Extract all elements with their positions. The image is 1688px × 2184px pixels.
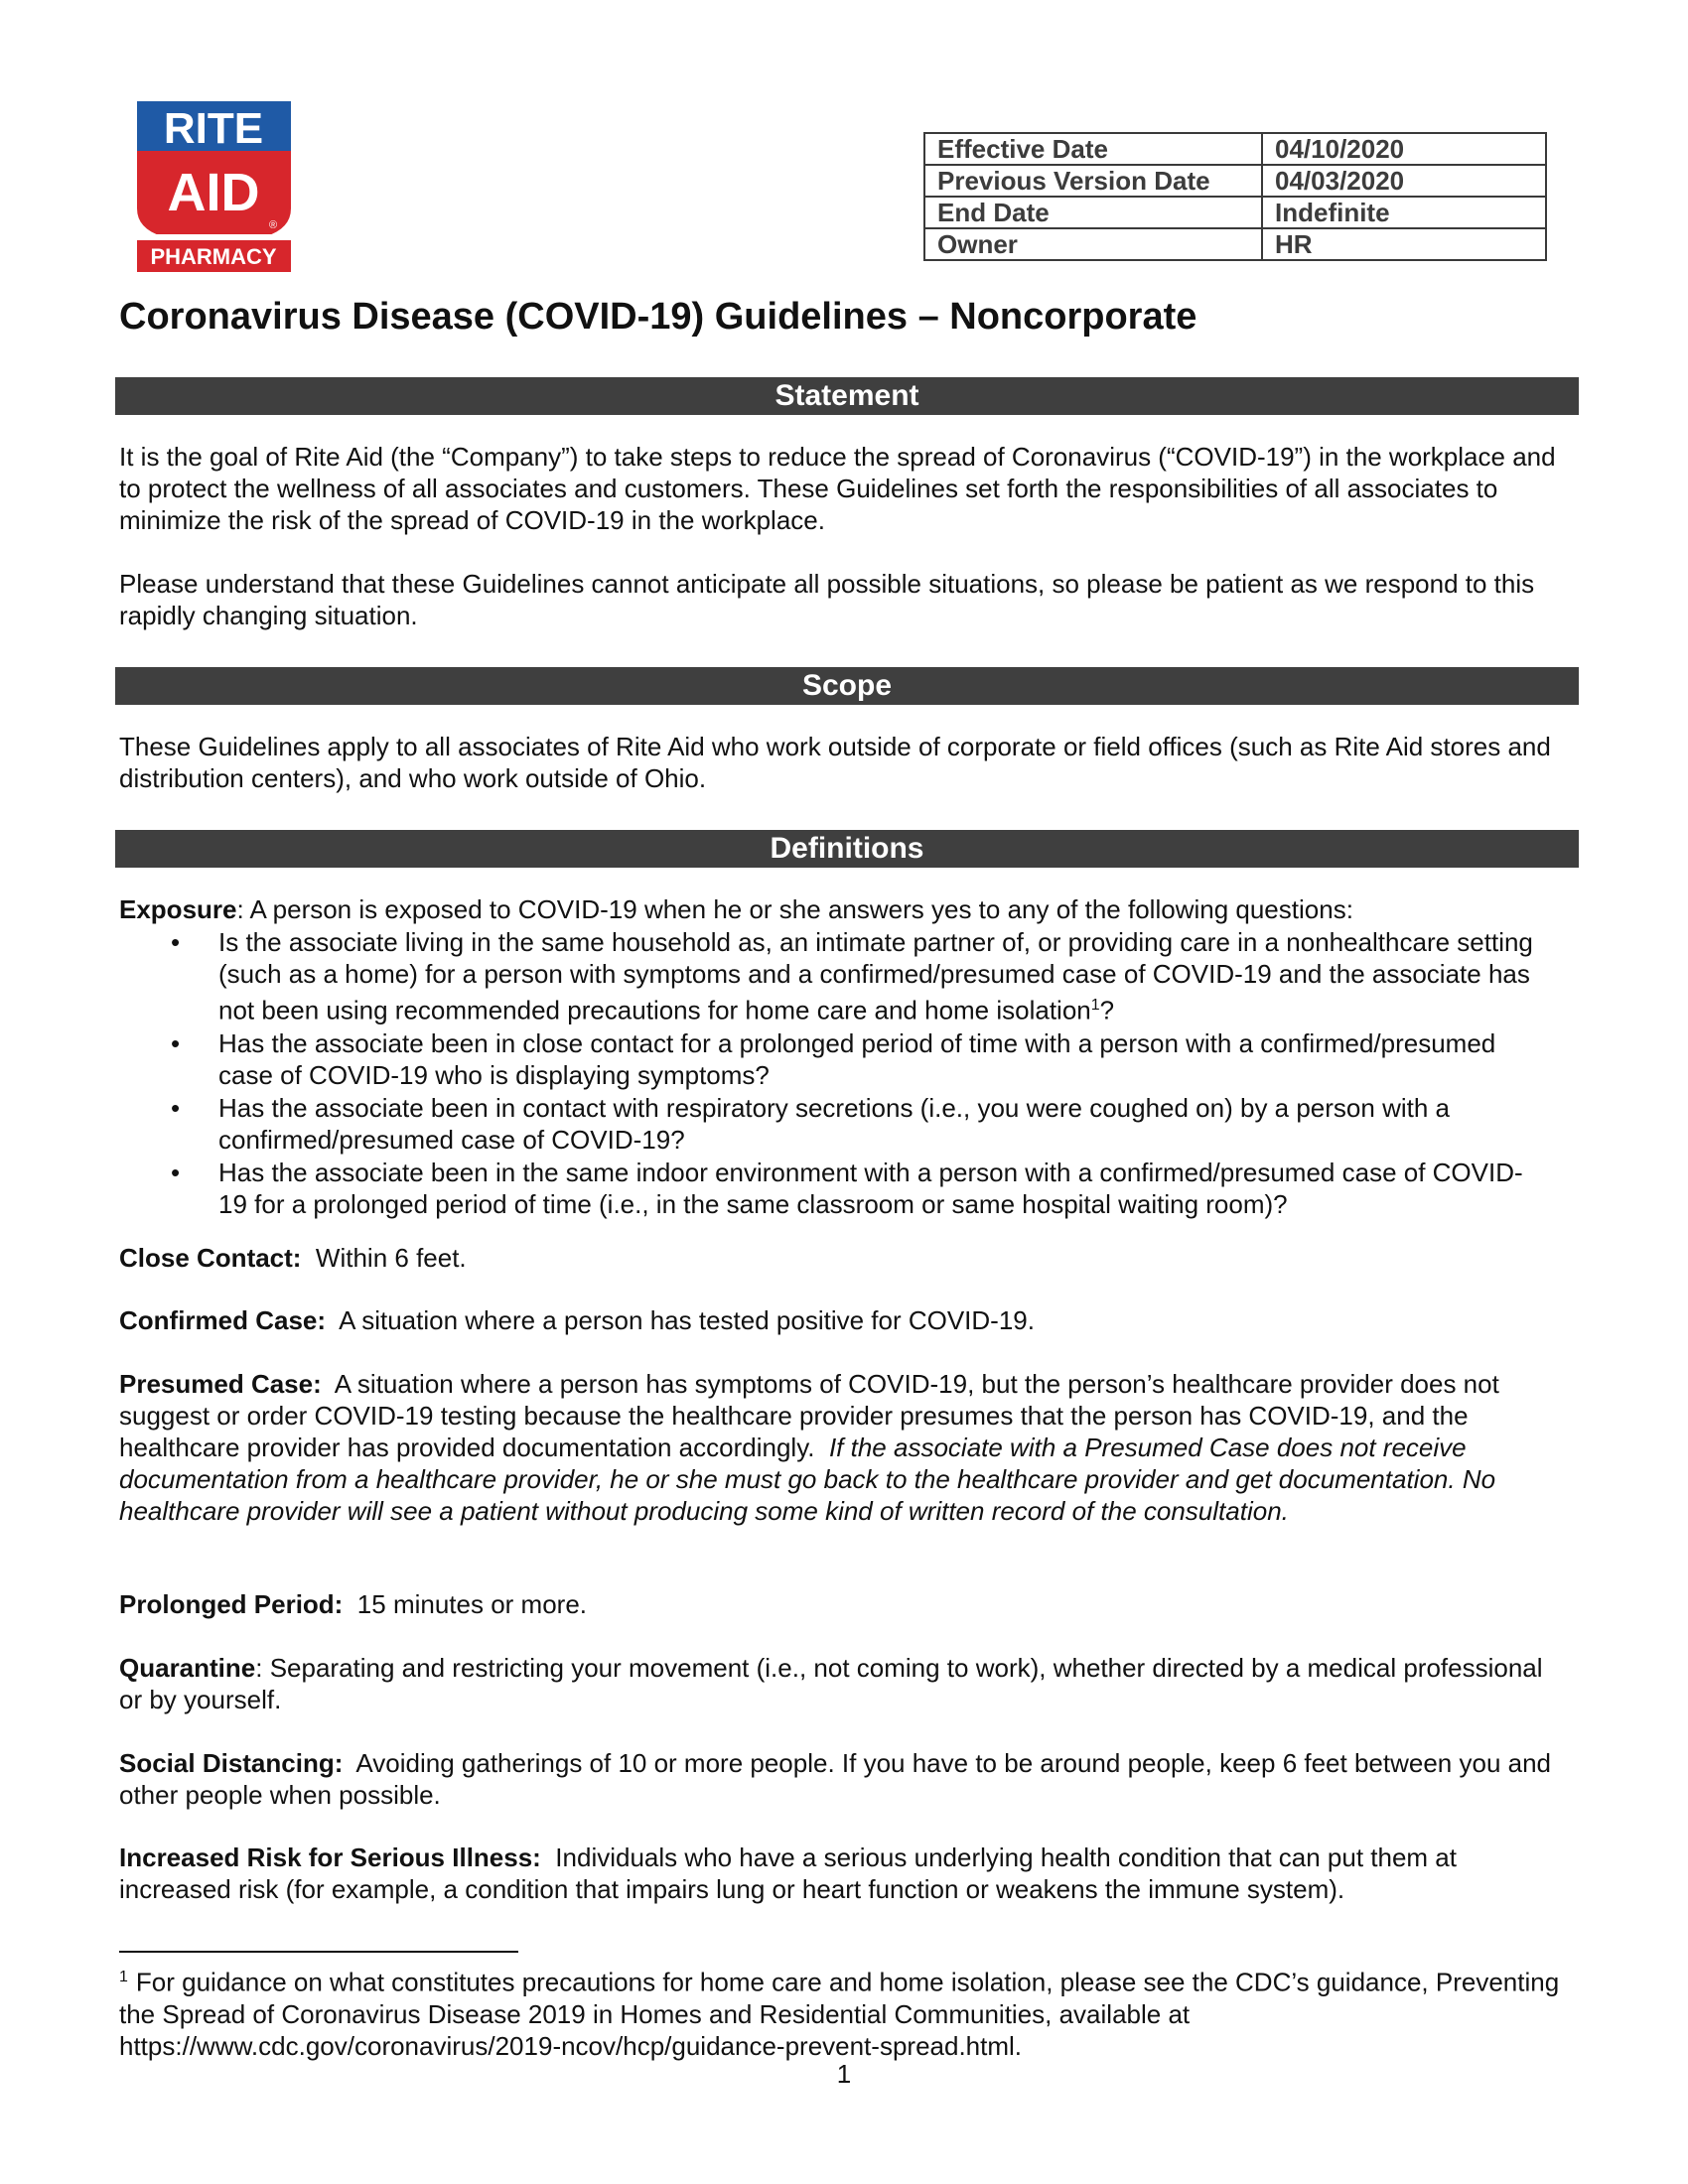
definition-italic-note: If the associate with a Presumed Case does not receive documentation from a healthcare provider, he or she must go back to the healthcare provider and get documentation. No healthcare provider will see a patient without producing some kind of written record of the consultation. <box>119 1433 1496 1526</box>
footnote-text: For guidance on what constitutes precautions for home care and home isolation, please see the CDC’s guidance, Preventing the Spread of Coronavirus Disease 2019 in Homes and Residential Communities, available at https://www.cdc.gov/coronavirus/2019-ncov/hcp/guidance-prevent-spread.html. <box>119 1967 1560 2061</box>
bullet-icon: • <box>171 927 181 957</box>
definition-text: A situation where a person has tested positive for COVID-19. <box>339 1305 1035 1335</box>
definition-text: A situation where a person has symptoms of COVID-19, but the person’s healthcare provider does not suggest or order COVID-19 testing because the healthcare provider presumes that the person has COVID-19, and the healthcare provider has provided documentation accordingly. <box>119 1369 1499 1462</box>
footnote-number: 1 <box>119 1969 128 1985</box>
definition-close-contact <box>119 1242 1569 1274</box>
table-row <box>924 228 1546 260</box>
definition-prolonged-period <box>119 1588 1569 1620</box>
page-number: 1 <box>836 2059 852 2089</box>
document-info-table <box>923 132 1547 261</box>
footnote-reference: 1 <box>1090 997 1100 1014</box>
list-item-text: Has the associate been in close contact for a prolonged period of time with a person with a confirmed/presumed case of COVID-19 who is displaying symptoms? <box>218 1027 1496 1090</box>
definition-presumed-case <box>119 1368 1569 1527</box>
definition-text: : A person is exposed to COVID-19 when he or she answers yes to any of the following questions: <box>236 894 1353 924</box>
scope-paragraph: These Guidelines apply to all associates of Rite Aid who work outside of corporate or field offices (such as Rite Aid stores and distribution centers), and who work outside of Ohio. <box>119 732 1551 793</box>
list-item <box>119 1157 1549 1220</box>
previous-version-date-value: 04/03/2020 <box>1262 165 1546 197</box>
effective-date-value: 04/10/2020 <box>1262 133 1546 165</box>
scope-section-header: Scope <box>115 667 1579 705</box>
effective-date-label: Effective Date <box>924 133 1262 165</box>
definition-term: Close Contact: <box>119 1243 302 1273</box>
owner-value: HR <box>1262 228 1546 260</box>
definition-text: Within 6 feet. <box>315 1243 467 1273</box>
list-item-text: Has the associate been in contact with respiratory secretions (i.e., you were coughed on) by a person with a confirmed/presumed case of COVID-19? <box>218 1092 1450 1155</box>
definition-social-distancing <box>119 1747 1569 1811</box>
list-item-text: Has the associate been in the same indoor environment with a person with a confirmed/presumed case of COVID-19 for a prolonged period of time (i.e., in the same classroom or same hospital waiting room)? <box>218 1157 1523 1219</box>
definition-term: Social Distancing: <box>119 1748 344 1778</box>
bullet-icon: • <box>171 1157 181 1187</box>
definition-term: Presumed Case: <box>119 1369 322 1399</box>
statement-section-header: Statement <box>115 377 1579 415</box>
list-item-text: Is the associate living in the same household as, an intimate partner of, or providing care in a nonhealthcare setting (such as a home) for a person with symptoms and a confirmed/presumed case of COVID-19 and the associate has not been using recommended precautions for home care and home isolation <box>218 927 1533 1025</box>
table-row <box>924 197 1546 228</box>
definition-term: Prolonged Period: <box>119 1589 344 1619</box>
definition-quarantine <box>119 1652 1569 1715</box>
owner-label: Owner <box>924 228 1262 260</box>
footnote-divider <box>119 1951 518 1953</box>
list-item <box>119 1027 1549 1091</box>
definition-text: : Separating and restricting your movement (i.e., not coming to work), whether directed by a medical professional or by yourself. <box>119 1653 1543 1714</box>
logo-rite-text: RITE <box>163 104 264 153</box>
list-item-end: ? <box>1099 995 1115 1025</box>
logo-aid-text: AID <box>167 163 260 222</box>
definition-confirmed-case <box>119 1304 1569 1336</box>
definition-text: Avoiding gatherings of 10 or more people. If you have to be around people, keep 6 feet between you and other people when possible. <box>119 1748 1552 1810</box>
end-date-value: Indefinite <box>1262 197 1546 228</box>
end-date-label: End Date <box>924 197 1262 228</box>
definitions-section-header: Definitions <box>115 830 1579 868</box>
bullet-icon: • <box>171 1092 181 1123</box>
definition-term: Increased Risk for Serious Illness: <box>119 1843 541 1872</box>
table-row <box>924 165 1546 197</box>
exposure-question-list <box>119 926 1549 1221</box>
previous-version-date-label: Previous Version Date <box>924 165 1262 197</box>
rite-aid-logo-graphic <box>137 101 291 272</box>
document-title: Coronavirus Disease (COVID-19) Guidelines – Noncorporate <box>119 296 1197 338</box>
definition-term: Exposure <box>119 894 237 924</box>
definition-text: 15 minutes or more. <box>356 1589 588 1619</box>
table-row <box>924 133 1546 165</box>
statement-paragraph-2: Please understand that these Guidelines cannot anticipate all possible situations, so please be patient as we respond to this rapidly changing situation. <box>119 569 1535 630</box>
logo-pharmacy-text: PHARMACY <box>150 244 277 269</box>
definition-text: Individuals who have a serious underlying health condition that can put them at increased risk (for example, a condition that impairs lung or heart function or weakens the immune system). <box>119 1843 1457 1904</box>
bullet-icon: • <box>171 1027 181 1058</box>
logo-registered-mark: ® <box>268 219 278 231</box>
list-item <box>119 1092 1549 1156</box>
statement-paragraph-1: It is the goal of Rite Aid (the “Company”) to take steps to reduce the spread of Coronavirus (“COVID-19”) in the workplace and to protect the wellness of all associates and customers. These Guidelines set forth the responsibilities of all associates to minimize the risk of the spread of COVID-19 in the workplace. <box>119 442 1556 535</box>
footnote <box>119 1962 1569 2062</box>
definition-exposure <box>119 893 1569 925</box>
definition-increased-risk <box>119 1842 1569 1905</box>
list-item <box>119 926 1549 1026</box>
definition-term: Quarantine <box>119 1653 256 1683</box>
definition-term: Confirmed Case: <box>119 1305 327 1335</box>
rite-aid-logo <box>137 101 291 272</box>
